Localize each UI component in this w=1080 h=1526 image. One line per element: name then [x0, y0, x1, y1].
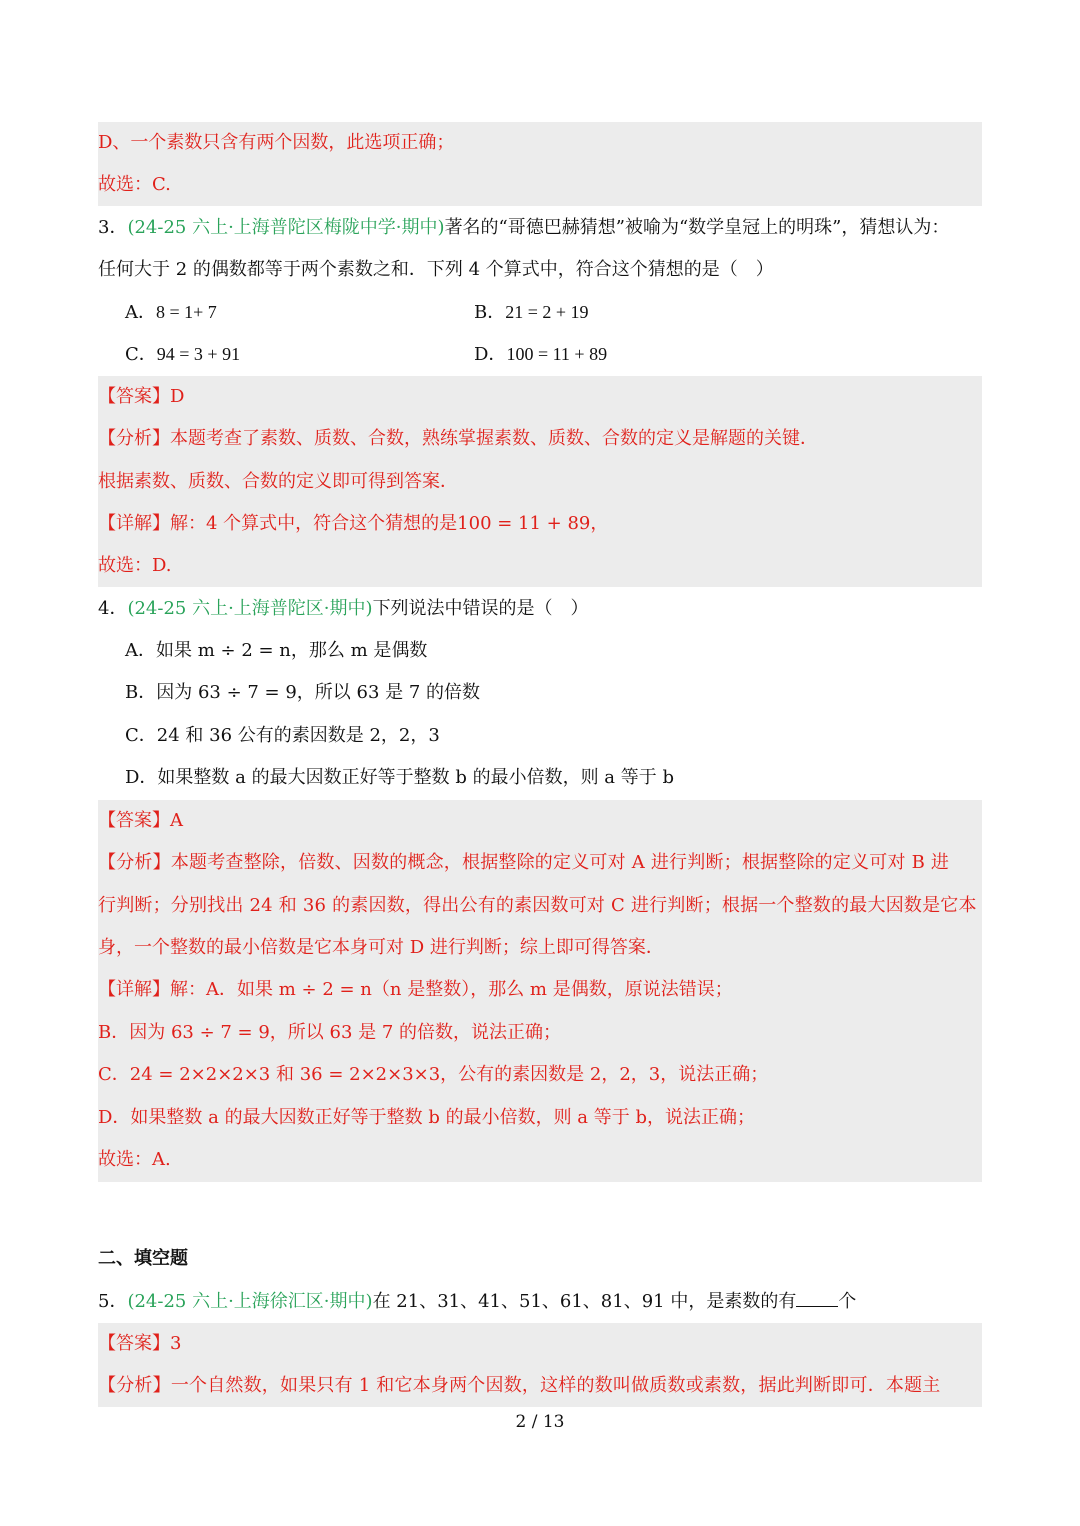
q3-analysis-line2: 根据素数、质数、合数的定义即可得到答案．	[98, 471, 458, 492]
q3-number: 3．	[98, 217, 128, 238]
q4-number: 4．	[98, 598, 128, 619]
q5-answer	[98, 1323, 982, 1365]
q3-detail	[98, 503, 982, 545]
q5-source: (24-25 六上·上海徐汇区·期中)	[127, 1291, 373, 1312]
option-d-explanation: D、一个素数只含有两个因数，此选项正确；	[98, 132, 455, 153]
answer-value: A	[170, 810, 183, 831]
q5-number: 5．	[98, 1291, 128, 1312]
detail-text: 解：A．如果 m ÷ 2 = n（n 是整数），那么 m 是偶数，原说法错误；	[170, 979, 733, 1000]
q4-analysis-line3: 身，一个整数的最小倍数是它本身可对 D 进行判断；综上即可得答案．	[98, 937, 664, 958]
q4-choice: 故选：A.	[98, 1149, 171, 1170]
answer-value: D	[170, 386, 185, 407]
q3-source: (24-25 六上·上海普陀区梅陇中学·期中)	[127, 217, 445, 238]
answer-value: 3	[170, 1333, 182, 1354]
q4-stem	[98, 588, 982, 630]
answer-tag: 【答案】	[98, 810, 170, 831]
option-expr: 100 = 11 + 89	[506, 344, 608, 364]
q3-option-d	[474, 333, 804, 375]
section-title: 二、填空题	[98, 1248, 188, 1269]
q4-option-b: B．因为 63 ÷ 7 = 9，所以 63 是 7 的倍数	[125, 682, 481, 703]
q3-answer	[98, 376, 982, 418]
answer-blank[interactable]	[796, 1288, 838, 1307]
q3-stem-text1: 著名的“哥德巴赫猜想”被喻为“数学皇冠上的明珠”，猜想认为：	[444, 217, 950, 238]
answer-tag: 【答案】	[98, 1333, 170, 1354]
q5-stem	[98, 1281, 982, 1323]
option-label: A．	[125, 302, 156, 323]
q4-detail-line3: C．24 = 2×2×2×3 和 36 = 2×2×3×3，公有的素因数是 2，2，3，说法正确；	[98, 1064, 769, 1085]
q3-analysis-line1	[98, 418, 982, 460]
q4-detail-line4: D．如果整数 a 的最大因数正好等于整数 b 的最小倍数，则 a 等于 b，说法正确；	[98, 1107, 755, 1128]
q3-option-c	[125, 333, 455, 375]
q3-option-b	[474, 291, 804, 333]
q3-stem-line2: 任何大于 2 的偶数都等于两个素数之和．下列 4 个算式中，符合这个猜想的是（ ）	[98, 259, 774, 280]
analysis-tag: 【分析】	[98, 428, 170, 449]
q3-stem-line1	[98, 207, 982, 249]
detail-tag: 【详解】	[98, 513, 170, 534]
detail-text: 解：4 个算式中，符合这个猜想的是100 = 11 + 89，	[170, 513, 609, 534]
analysis-text: 本题考查整除，倍数、因数的概念，根据整除的定义可对 A 进行判断；根据整除的定义可对 B 进	[170, 852, 950, 873]
q3-choice: 故选：D.	[98, 555, 172, 576]
q4-detail-line2: B．因为 63 ÷ 7 = 9，所以 63 是 7 的倍数，说法正确；	[98, 1022, 562, 1043]
detail-tag: 【详解】	[98, 979, 170, 1000]
analysis-tag: 【分析】	[98, 1375, 171, 1396]
answer-tag: 【答案】	[98, 386, 170, 407]
q4-option-d: D．如果整数 a 的最大因数正好等于整数 b 的最小倍数，则 a 等于 b	[125, 767, 674, 788]
option-label: B．	[474, 302, 506, 323]
analysis-text: 一个自然数，如果只有 1 和它本身两个因数，这样的数叫做质数或素数，据此判断即可．本题主	[170, 1375, 941, 1396]
q4-analysis-line1	[98, 842, 982, 884]
q4-analysis-line2: 行判断；分别找出 24 和 36 的素因数，得出公有的素因数可对 C 进行判断；根据一个整数的最大因数是它本	[98, 895, 977, 916]
analysis-text: 本题考查了素数、质数、合数，熟练掌握素数、质数、合数的定义是解题的关键．	[170, 428, 818, 449]
q5-stem-after: 个	[838, 1291, 857, 1312]
q5-stem-before: 在 21、31、41、51、61、81、91 中，是素数的有	[372, 1291, 797, 1312]
option-label: D．	[474, 344, 507, 365]
q4-stem-text: 下列说法中错误的是（ ）	[372, 598, 589, 619]
q4-answer	[98, 800, 982, 842]
q5-analysis-line1	[98, 1365, 982, 1407]
option-expr: 94 = 3 + 91	[156, 344, 241, 364]
q4-option-a: A．如果 m ÷ 2 = n，那么 m 是偶数	[125, 640, 428, 661]
page-number: 2 / 13	[515, 1412, 565, 1432]
q4-source: (24-25 六上·上海普陀区·期中)	[127, 598, 373, 619]
option-label: C．	[125, 344, 157, 365]
choice-line: 故选：C.	[98, 174, 171, 195]
option-expr: 21 = 2 + 19	[505, 302, 589, 322]
q4-option-c: C．24 和 36 公有的素因数是 2，2，3	[125, 725, 440, 746]
q4-detail-line1	[98, 969, 982, 1011]
q3-option-a	[125, 291, 455, 333]
option-expr: 8 = 1+ 7	[156, 302, 217, 322]
analysis-tag: 【分析】	[98, 852, 171, 873]
